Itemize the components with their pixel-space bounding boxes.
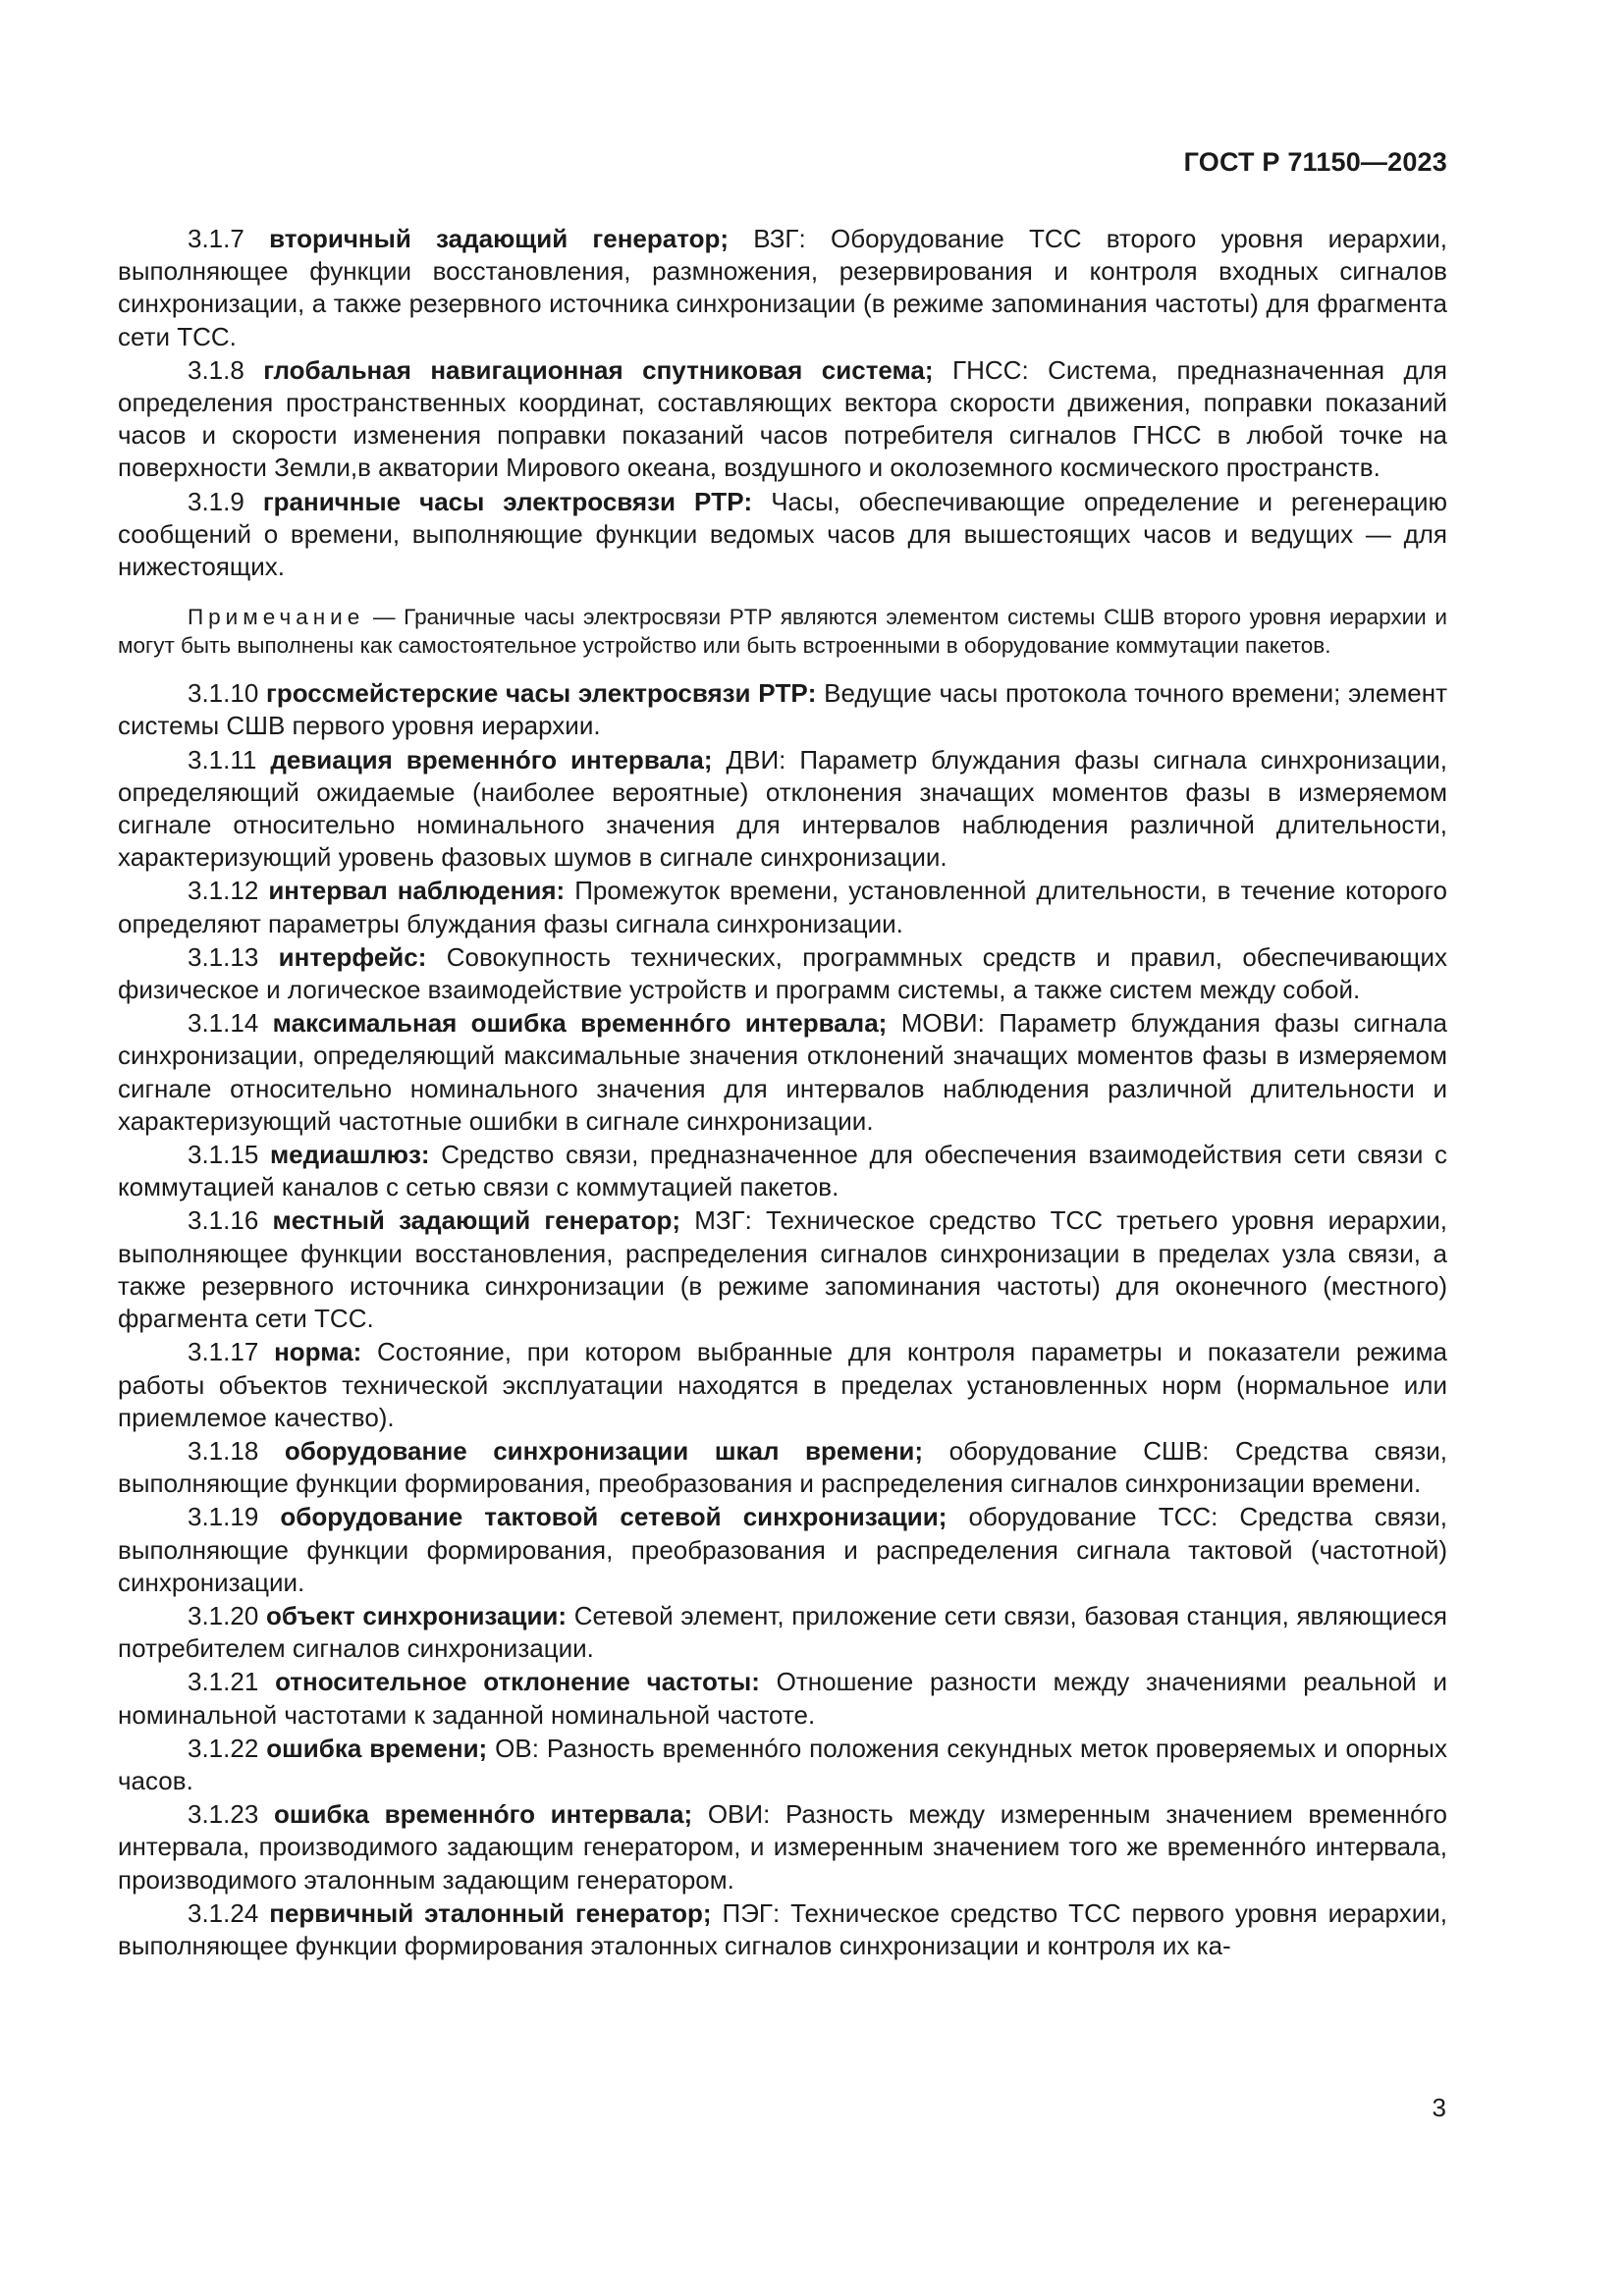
definition-item <box>118 1501 1447 1599</box>
definition-item <box>118 486 1447 584</box>
definition-term: девиация временнóго интервала; <box>270 744 713 774</box>
definition-term: глобальная навигационная спутниковая система; <box>263 354 934 385</box>
definition-text: Сетевой элемент, приложение сети связи, базовая станция, являющиеся потребителем сигналов синхронизации. <box>118 1600 1447 1664</box>
definition-term: местный задающий генератор; <box>272 1205 680 1236</box>
definition-text: ВЗГ: Оборудование ТСС второго уровня иерархии, выполняющее функции восстановления, размножения, резервирования и контроля входных сигналов синхронизации, а также резервного источника синхронизации (в режиме запоминания частоты) для фрагмента сети ТСС. <box>118 224 1447 351</box>
definition-item <box>118 1798 1447 1896</box>
definition-term: граничные часы электросвязи PTP: <box>262 486 753 516</box>
definition-number: 3.1.14 <box>188 1008 259 1039</box>
definition-number: 3.1.12 <box>188 876 259 906</box>
definition-term: медиашлюз: <box>269 1140 430 1170</box>
definition-item <box>118 1600 1447 1665</box>
definition-item <box>118 1204 1447 1335</box>
definition-item <box>118 677 1447 742</box>
definition-text: Отношение разности между значениями реальной и номинальной частотами к заданной номинальной частоте. <box>118 1667 1447 1730</box>
definition-term: объект синхронизации: <box>265 1600 568 1630</box>
definition-item <box>118 1435 1447 1500</box>
definition-term: интерфейс: <box>278 941 427 972</box>
definition-text: МОВИ: Параметр блуждания фазы сигнала синхронизации, определяющий максимальные значения отклонений значащих моментов фазы в измеряемом сигнале относительно номинального значения для интервалов наблюдения различной длительности и характеризующий частотные ошибки в сигнале синхронизации. <box>118 1008 1447 1136</box>
document-body <box>118 223 1447 1963</box>
definition-term: интервал наблюдения: <box>268 876 566 906</box>
definition-text: ДВИ: Параметр блуждания фазы сигнала синхронизации, определяющий ожидаемые (наиболее вероятные) отклонения значащих моментов фазы в измеряемом сигнале относительно номинального значения для интервалов наблюдения различной длительности, характеризующий уровень фазовых шумов в сигнале синхронизации. <box>118 744 1448 873</box>
definition-text: ПЭГ: Техническое средство ТСС первого уровня иерархии, выполняющее функции формирования эталонных сигналов синхронизации и контроля их ка- <box>118 1897 1447 1960</box>
definition-text: Совокупность технических, программных средств и правил, обеспечивающих физическое и логическое взаимодействие устройств и программ системы, а также систем между собой. <box>118 941 1447 1005</box>
definition-number: 3.1.18 <box>188 1435 259 1466</box>
definition-term: норма: <box>274 1337 362 1367</box>
definition-text: Ведущие часы протокола точного времени; элемент системы СШВ первого уровня иерархии. <box>118 678 1447 741</box>
definition-item <box>118 223 1447 353</box>
definition-item <box>118 1733 1447 1797</box>
definition-term: ошибка временнóго интервала; <box>273 1799 693 1830</box>
definition-term: оборудование синхронизации шкал времени; <box>284 1435 924 1466</box>
definition-term: вторичный задающий генератор; <box>269 224 730 253</box>
note-label: Примечание <box>188 605 365 630</box>
definition-number: 3.1.11 <box>188 744 257 774</box>
definition-item <box>118 1897 1447 1962</box>
definition-number: 3.1.8 <box>188 354 244 385</box>
definition-number: 3.1.9 <box>188 486 244 516</box>
definition-term: ошибка времени; <box>266 1733 488 1763</box>
definition-text: Промежуток времени, установленной длительности, в течение которого определяют параметры блуждания фазы сигнала синхронизации. <box>118 876 1447 938</box>
definition-term: относительное отклонение частоты: <box>275 1667 760 1697</box>
definition-item <box>118 1139 1447 1203</box>
definition-text: МЗГ: Техническое средство ТСС третьего уровня иерархии, выполняющее функции восстановления, распределения сигналов синхронизации в пределах узла связи, а также резервного источника синхронизации (в режиме запоминания частоты) для оконечного (местного) фрагмента сети ТСС. <box>118 1205 1448 1334</box>
definition-number: 3.1.22 <box>188 1733 259 1763</box>
definition-item <box>118 1666 1447 1731</box>
definition-item <box>118 744 1447 875</box>
definition-number: 3.1.16 <box>188 1205 259 1236</box>
definition-term: максимальная ошибка временнóго интервала; <box>272 1008 888 1039</box>
definition-number: 3.1.7 <box>188 224 244 253</box>
note-text: — Граничные часы электросвязи PTP являются элементом системы СШВ второго уровня иерархии и могут быть выполнены как самостоятельное устройство или быть встроенными в оборудование коммутации пакетов. <box>118 605 1447 659</box>
definition-item <box>118 1007 1447 1138</box>
definition-text: ГНСС: Система, предназначенная для определения пространственных координат, составляющих вектора скорости движения, поправки показаний часов и скорости изменения поправки показаний часов потребителя сигналов ГНСС в любой точке на поверхности Земли,в акватории Мирового океана, воздушного и околоземного космического пространств. <box>118 354 1447 483</box>
definition-number: 3.1.20 <box>188 1600 259 1630</box>
definition-number: 3.1.17 <box>188 1337 259 1367</box>
document-header-id: ГОСТ Р 71150—2023 <box>1183 147 1447 177</box>
definition-number: 3.1.21 <box>188 1667 259 1697</box>
definition-item <box>118 1336 1447 1434</box>
definition-text: Часы, обеспечивающие определение и регенерацию сообщений о времени, выполняющие функции ведомых часов для вышестоящих часов и ведущих — для нижестоящих. <box>118 486 1448 582</box>
definition-term: первичный эталонный генератор; <box>269 1897 712 1928</box>
definitions-group-after-note <box>118 677 1447 1962</box>
definition-term: гроссмейстерские часы электросвязи PTP: <box>265 678 817 709</box>
definition-number: 3.1.24 <box>188 1897 259 1928</box>
definition-text: ОВИ: Разность между измеренным значением временнóго интервала, производимого задающим генератором, и измеренным значением того же временнóго интервала, производимого эталонным задающим генератором. <box>118 1799 1447 1895</box>
definitions-group-before-note <box>118 223 1447 583</box>
note-paragraph <box>118 603 1447 660</box>
definition-number: 3.1.13 <box>188 941 259 972</box>
definition-item <box>118 354 1447 485</box>
definition-item <box>118 875 1447 939</box>
definition-item <box>118 941 1447 1006</box>
definition-term: оборудование тактовой сетевой синхронизации; <box>280 1502 947 1532</box>
definition-text: Состояние, при котором выбранные для контроля параметры и показатели режима работы объектов технической эксплуатации находятся в пределах установленных норм (нормальное или приемлемое качество). <box>118 1337 1447 1432</box>
definition-text: оборудование СШВ: Средства связи, выполняющие функции формирования, преобразования и распределения сигналов синхронизации времени. <box>118 1435 1447 1499</box>
definition-number: 3.1.23 <box>188 1799 259 1830</box>
definition-text: оборудование ТСС: Средства связи, выполняющие функции формирования, преобразования и распределения сигнала тактовой (частотной) синхронизации. <box>118 1502 1447 1597</box>
definition-text: Средство связи, предназначенное для обеспечения взаимодействия сети связи с коммутацией каналов с сетью связи с коммутацией пакетов. <box>118 1140 1447 1202</box>
page-number: 3 <box>1432 2093 1446 2122</box>
definition-text: ОВ: Разность временнóго положения секундных меток проверяемых и опорных часов. <box>118 1733 1447 1795</box>
definition-number: 3.1.10 <box>188 678 259 709</box>
definition-number: 3.1.15 <box>188 1140 259 1170</box>
definition-number: 3.1.19 <box>188 1502 259 1532</box>
